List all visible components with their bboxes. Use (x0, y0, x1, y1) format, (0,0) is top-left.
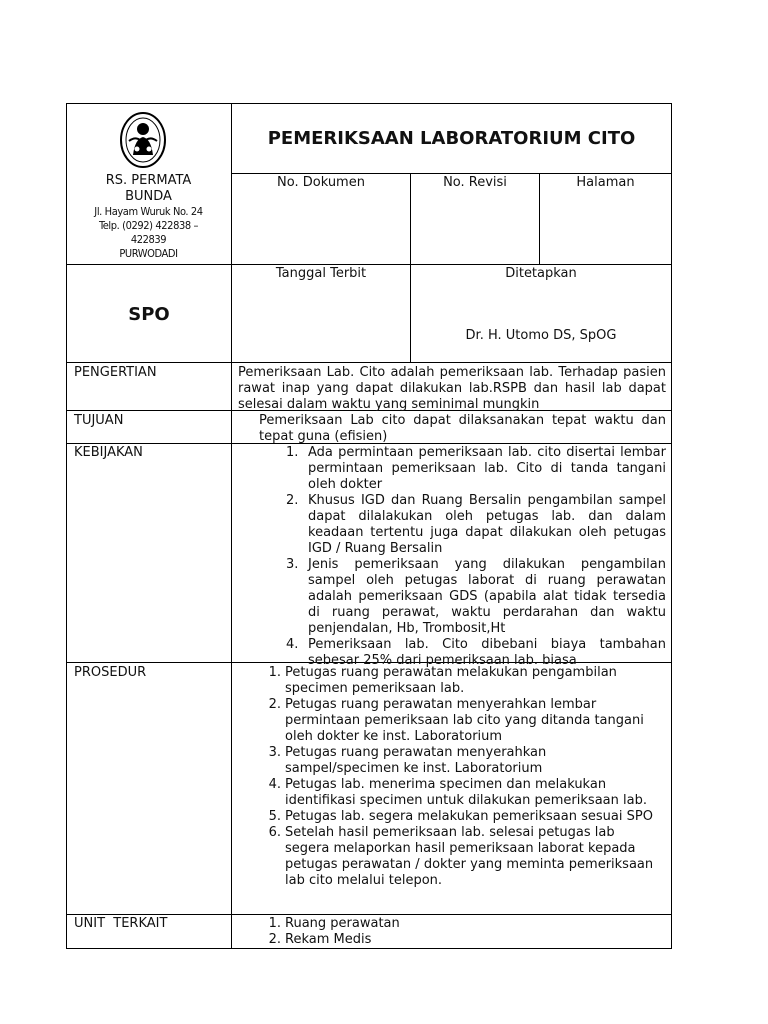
table-border-right (671, 103, 672, 949)
kebijakan-label: KEBIJAKAN (74, 445, 143, 460)
kebijakan-item-4: Pemeriksaan lab. Cito dibebani biaya tambahan sebesar 25% dari pemeriksaan lab. biasa (308, 637, 666, 668)
header-row-divider (66, 264, 672, 265)
list-item: 6. Setelah hasil pemeriksaan lab. selesai petugas lab segera melaporkan hasil pemeriksaan laborat kepada petugas perawatan / dokter yang meminta pemeriksaan lab cito melalui telepon. (268, 825, 654, 888)
hospital-logo-icon (119, 111, 167, 169)
prosedur-item-2: Petugas ruang perawatan menyerahkan lembar permintaan pemeriksaan lab cito yang ditanda tangani oleh dokter ke inst. Laboratorium (285, 697, 644, 744)
list-item: 1. Petugas ruang perawatan melakukan pengambilan specimen pemeriksaan lab. (268, 665, 617, 696)
list-item: 1. Ruang perawatan (268, 916, 400, 931)
doc-number-label: No. Dokumen (277, 175, 365, 190)
list-item: 2. Rekam Medis (268, 932, 372, 947)
pengertian-label: PENGERTIAN (74, 365, 157, 380)
row-divider-pengertian (66, 362, 672, 363)
page-title: PEMERIKSAAN LABORATORIUM CITO (267, 128, 636, 149)
hospital-info (68, 173, 229, 263)
prosedur-list (268, 665, 663, 889)
revision-label: No. Revisi (443, 175, 507, 190)
kebijakan-item-1: Ada permintaan pemeriksaan lab. cito disertai lembar permintaan pemeriksaan lab. Cito di tanda tangani oleh dokter (308, 445, 666, 492)
unit-item-1: Ruang perawatan (285, 916, 400, 931)
kebijakan-list (286, 445, 666, 669)
list-item: 4. Pemeriksaan lab. Cito dibebani biaya tambahan sebesar 25% dari pemeriksaan lab. biasa (286, 637, 666, 668)
list-item: 3. Petugas ruang perawatan menyerahkan sampel/specimen ke inst. Laboratorium (268, 745, 547, 776)
list-item: 2. Khusus IGD dan Ruang Bersalin pengambilan sampel dapat dilalakukan oleh petugas lab. dan dalam keadaan tertentu juga dapat dilakukan oleh petugas IGD / Ruang Bersalin (286, 493, 666, 556)
prosedur-item-3: Petugas ruang perawatan menyerahkan sampel/specimen ke inst. Laboratorium (285, 745, 547, 776)
list-item: 4. Petugas lab. menerima specimen dan melakukan identifikasi specimen untuk dilakukan pemeriksaan lab. (268, 777, 647, 808)
row-divider-unit (66, 914, 672, 915)
prosedur-item-4: Petugas lab. menerima specimen dan melakukan identifikasi specimen untuk dilakukan pemeriksaan lab. (285, 777, 647, 808)
tujuan-text: Pemeriksaan Lab cito dapat dilaksanakan tepat waktu dan tepat guna (efisien) (259, 413, 666, 444)
pengertian-text: Pemeriksaan Lab. Cito adalah pemeriksaan lab. Terhadap pasien rawat inap yang dapat dilakukan lab.RSPB dan hasil lab dapat selesai dalam waktu yang seminimal mungkin (238, 365, 666, 412)
title-row-divider (231, 173, 672, 174)
tujuan-label: TUJUAN (74, 413, 124, 428)
list-item: 1. Ada permintaan pemeriksaan lab. cito disertai lembar permintaan pemeriksaan lab. Cito di tanda tangani oleh dokter (286, 445, 666, 492)
hospital-logo (119, 111, 167, 169)
page-label: Halaman (576, 175, 635, 190)
table-border-top (66, 103, 672, 104)
prosedur-item-1: Petugas ruang perawatan melakukan pengambilan specimen pemeriksaan lab. (285, 665, 617, 696)
unit-item-2: Rekam Medis (285, 932, 372, 947)
approved-label: Ditetapkan (505, 266, 577, 281)
prosedur-item-5: Petugas lab. segera melakukan pemeriksaan sesuai SPO (285, 809, 653, 824)
table-border-bottom (66, 948, 672, 949)
col-divider (231, 103, 232, 949)
spo-label: SPO (128, 304, 170, 325)
hospital-address-2: Telp. (0292) 422838 – (98, 219, 199, 232)
unit-list (268, 916, 663, 948)
hospital-address-1: Jl. Hayam Wuruk No. 24 (94, 205, 203, 218)
approver-name: Dr. H. Utomo DS, SpOG (465, 328, 617, 343)
issue-date-label: Tanggal Terbit (275, 266, 367, 281)
prosedur-item-6: Setelah hasil pemeriksaan lab. selesai petugas lab segera melaporkan hasil pemeriksaan laborat kepada petugas perawatan / dokter yang meminta pemeriksaan lab cito melalui telepon. (285, 825, 654, 888)
hospital-address-4: PURWODADI (119, 247, 178, 260)
list-item: 3. Jenis pemeriksaan yang dilakukan pengambilan sampel oleh petugas laborat di ruang perawatan adalah pemeriksaan GDS (apabila alat tidak tersedia di ruang perawat, waktu perdarahan dan waktu penjendalan, Hb, Trombosit,Ht (286, 557, 666, 636)
kebijakan-item-3: Jenis pemeriksaan yang dilakukan pengambilan sampel oleh petugas laborat di ruang perawatan adalah pemeriksaan GDS (apabila alat tidak tersedia di ruang perawat, waktu perdarahan dan waktu penjendalan, Hb, Trombosit,Ht (308, 557, 666, 636)
list-item: 2. Petugas ruang perawatan menyerahkan lembar permintaan pemeriksaan lab cito yang ditanda tangani oleh dokter ke inst. Laboratorium (268, 697, 644, 744)
hospital-name: RS. PERMATA BUNDA (105, 173, 192, 204)
unit-label: UNIT TERKAIT (74, 916, 168, 931)
list-item: 5. Petugas lab. segera melakukan pemeriksaan sesuai SPO (268, 809, 653, 824)
prosedur-label: PROSEDUR (74, 665, 147, 680)
table-border-left (66, 103, 67, 949)
kebijakan-item-2: Khusus IGD dan Ruang Bersalin pengambilan sampel dapat dilalakukan oleh petugas lab. dan dalam keadaan tertentu juga dapat dilakukan oleh petugas IGD / Ruang Bersalin (308, 493, 666, 556)
hospital-address-3: 422839 (130, 233, 167, 246)
